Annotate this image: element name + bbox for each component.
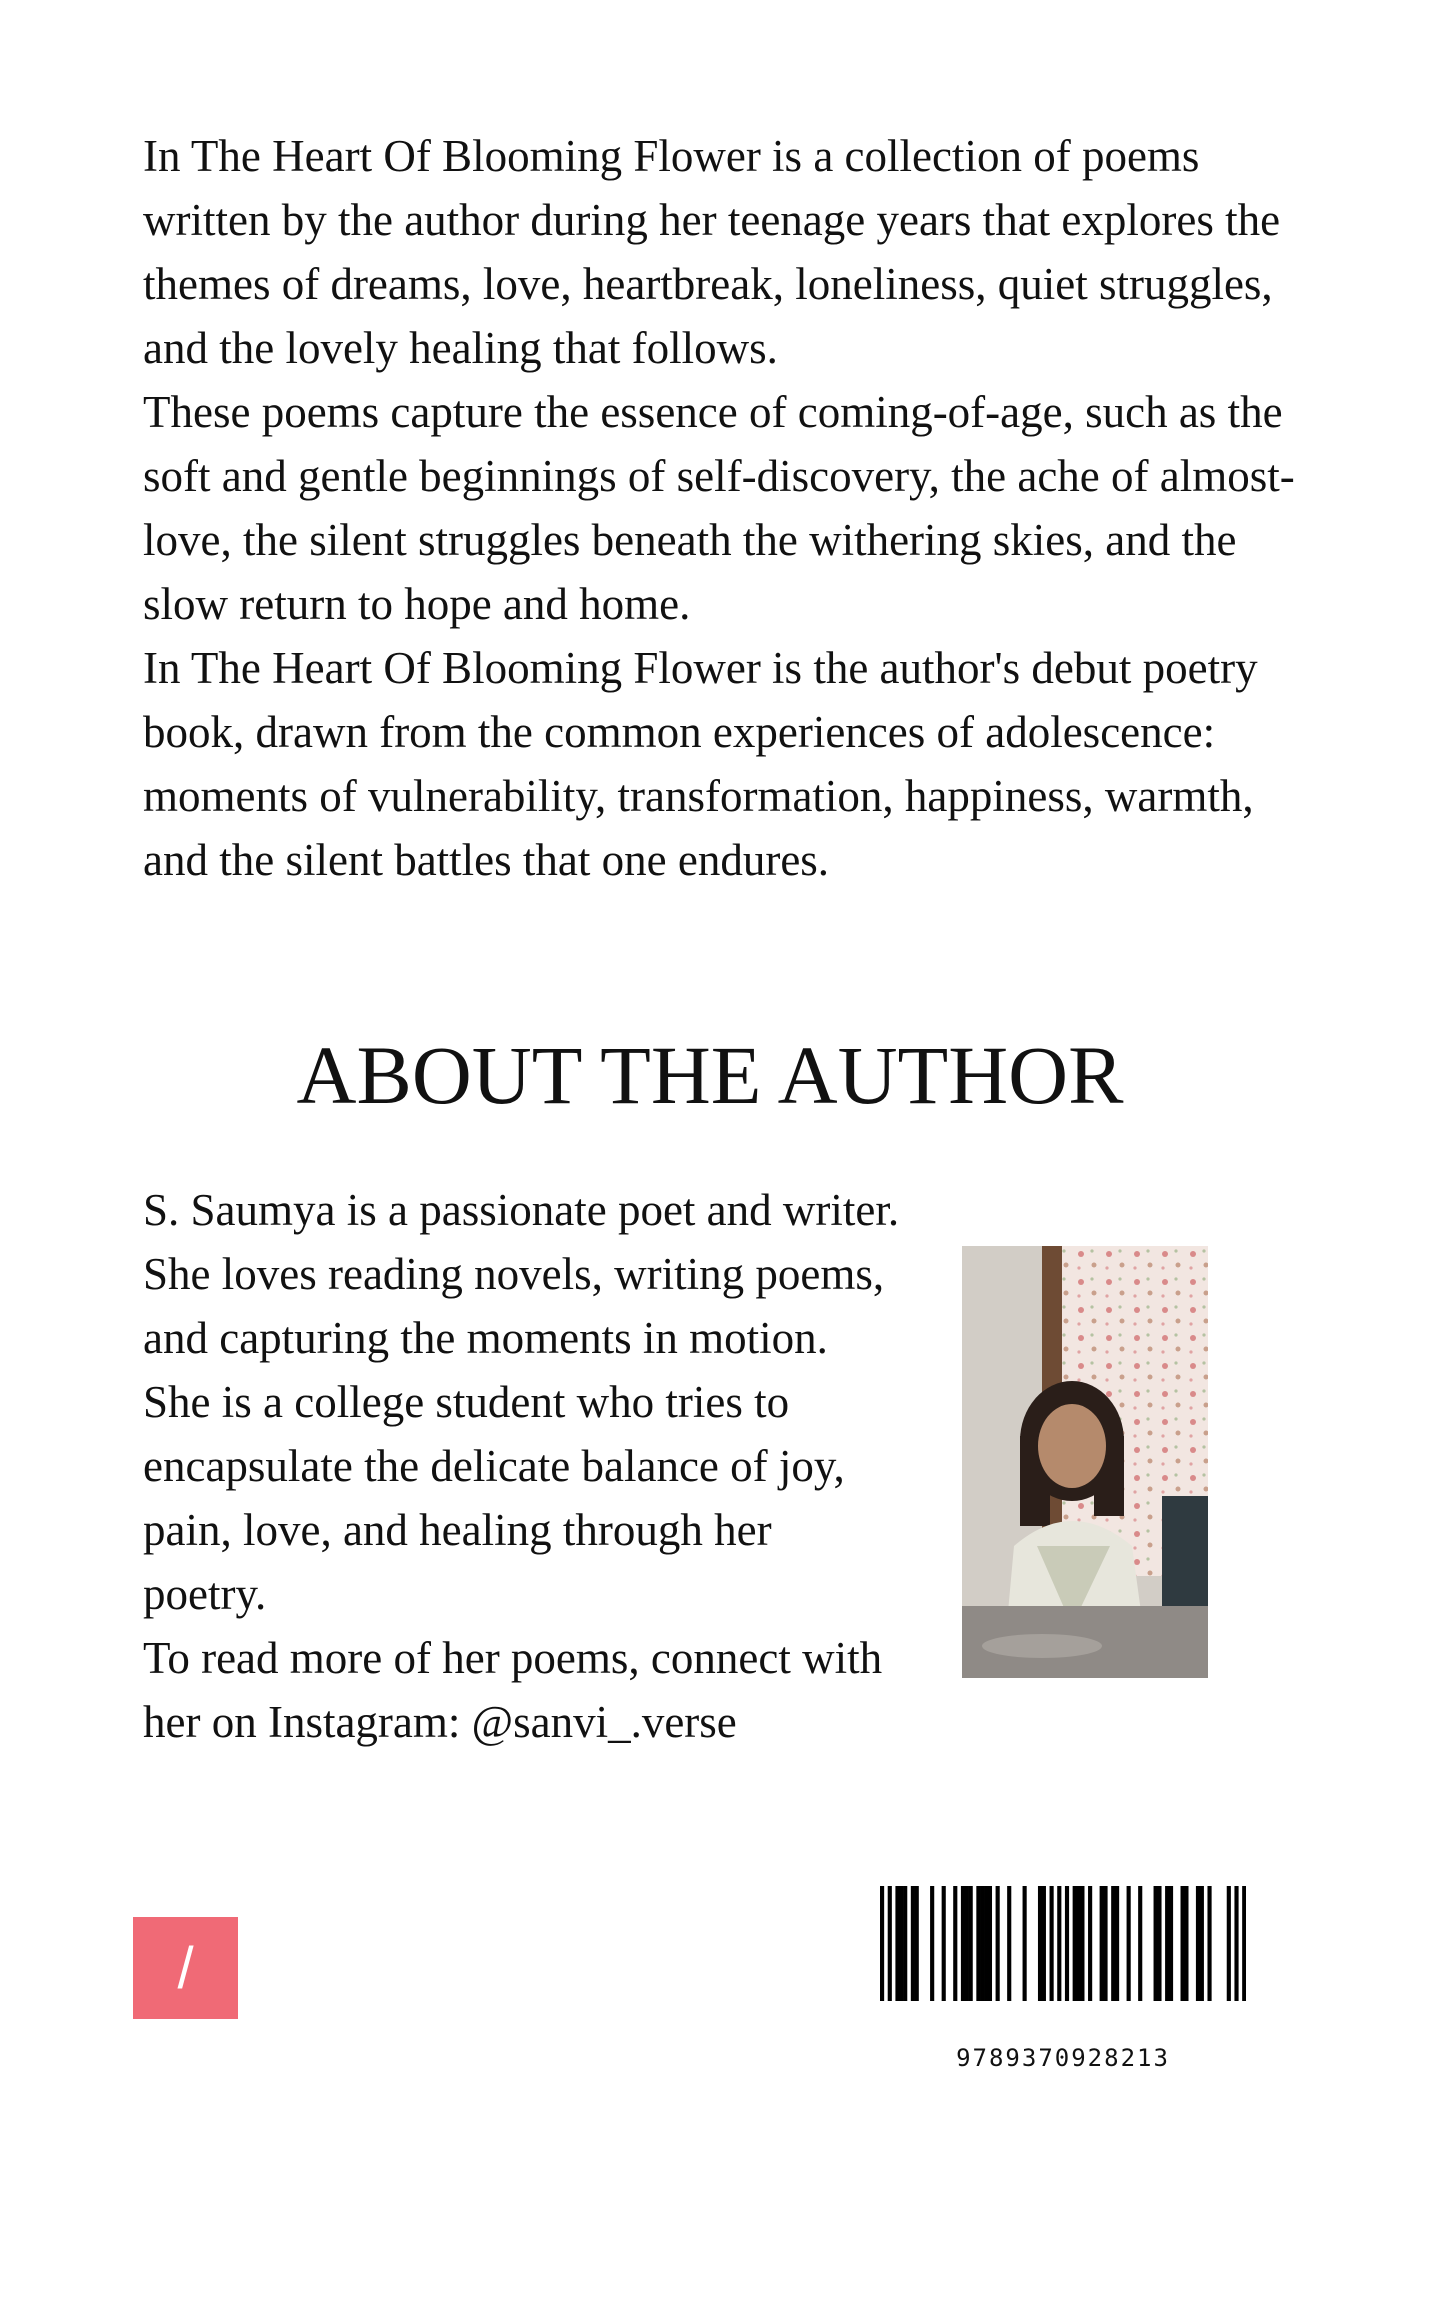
barcode-bar bbox=[942, 1886, 946, 2001]
blurb-paragraph: In The Heart Of Blooming Flower is a collection of poems written by the author during her teenage years that explores the themes of dreams, love, heartbreak, loneliness, quiet struggles, and the lovely healing that follows. bbox=[143, 131, 1281, 373]
publisher-logo-glyph: / bbox=[177, 1935, 194, 2001]
barcode-bar bbox=[903, 1886, 907, 2001]
barcode-bar bbox=[1038, 1886, 1042, 2001]
barcode-bar bbox=[1115, 1886, 1119, 2001]
barcode-bar bbox=[888, 1886, 892, 2001]
barcode-bar bbox=[988, 1886, 992, 2001]
author-bio bbox=[143, 1178, 903, 1754]
barcode-bar bbox=[1111, 1886, 1115, 2001]
isbn-barcode bbox=[880, 1886, 1246, 2001]
isbn-number: 9789370928213 bbox=[956, 2044, 1170, 2072]
barcode-bar bbox=[1165, 1886, 1169, 2001]
barcode-bar bbox=[899, 1886, 903, 2001]
barcode-bar bbox=[930, 1886, 934, 2001]
barcode-bar bbox=[1234, 1886, 1238, 2001]
book-blurb bbox=[143, 124, 1323, 892]
barcode-bar bbox=[1242, 1886, 1246, 2001]
about-heading: ABOUT THE AUTHOR bbox=[296, 1029, 1124, 1121]
barcode-bar bbox=[996, 1886, 1000, 2001]
barcode-bar bbox=[1073, 1886, 1077, 2001]
barcode-bar bbox=[1227, 1886, 1231, 2001]
barcode-bar bbox=[1100, 1886, 1104, 2001]
barcode-bar bbox=[961, 1886, 965, 2001]
bio-paragraph: To read more of her poems, connect with her on Instagram: @sanvi_.verse bbox=[143, 1633, 883, 1747]
barcode-bar bbox=[1042, 1886, 1046, 2001]
barcode-bar bbox=[1057, 1886, 1061, 2001]
barcode-bar bbox=[1207, 1886, 1211, 2001]
barcode-bar bbox=[1076, 1886, 1080, 2001]
barcode-bar bbox=[980, 1886, 984, 2001]
barcode-bar bbox=[1169, 1886, 1173, 2001]
barcode-bar bbox=[1138, 1886, 1142, 2001]
barcode-bar bbox=[984, 1886, 988, 2001]
barcode-bar bbox=[969, 1886, 973, 2001]
barcode-bar bbox=[1181, 1886, 1185, 2001]
barcode-bar bbox=[915, 1886, 919, 2001]
blurb-paragraph: These poems capture the essence of coming-of-age, such as the soft and gentle beginnings of self-discovery, the ache of almost-love, the silent struggles beneath the withering skies, and the slow return to hope and home. bbox=[143, 387, 1295, 629]
barcode-bar bbox=[1080, 1886, 1084, 2001]
barcode-bar bbox=[1007, 1886, 1011, 2001]
barcode-bar bbox=[895, 1886, 899, 2001]
barcode-bar bbox=[1200, 1886, 1204, 2001]
barcode-bar bbox=[1065, 1886, 1069, 2001]
author-photo bbox=[962, 1246, 1208, 1678]
barcode-bar bbox=[880, 1886, 884, 2001]
barcode-bar bbox=[1103, 1886, 1107, 2001]
barcode-bar bbox=[911, 1886, 915, 2001]
barcode-bar bbox=[965, 1886, 969, 2001]
barcode-bar bbox=[1154, 1886, 1158, 2001]
barcode-bar bbox=[1023, 1886, 1027, 2001]
barcode-bar bbox=[1196, 1886, 1200, 2001]
barcode-bar bbox=[953, 1886, 957, 2001]
barcode-bar bbox=[1157, 1886, 1161, 2001]
barcode-bar bbox=[1050, 1886, 1054, 2001]
blurb-paragraph: In The Heart Of Blooming Flower is the author's debut poetry book, drawn from the common experiences of adolescence: moments of vulnerability, transformation, happiness, warmth, and the silent battles that one endures. bbox=[143, 643, 1258, 885]
bio-paragraph: S. Saumya is a passionate poet and writer. She loves reading novels, writing poems, and capturing the moments in motion. She is a college student who tries to encapsulate the delicate balance of joy, pain, love, and healing through her poetry. bbox=[143, 1185, 900, 1619]
barcode-bar bbox=[1088, 1886, 1092, 2001]
barcode-bar bbox=[976, 1886, 980, 2001]
barcode-bar bbox=[1127, 1886, 1131, 2001]
barcode-bar bbox=[1184, 1886, 1188, 2001]
publisher-logo bbox=[133, 1917, 238, 2019]
